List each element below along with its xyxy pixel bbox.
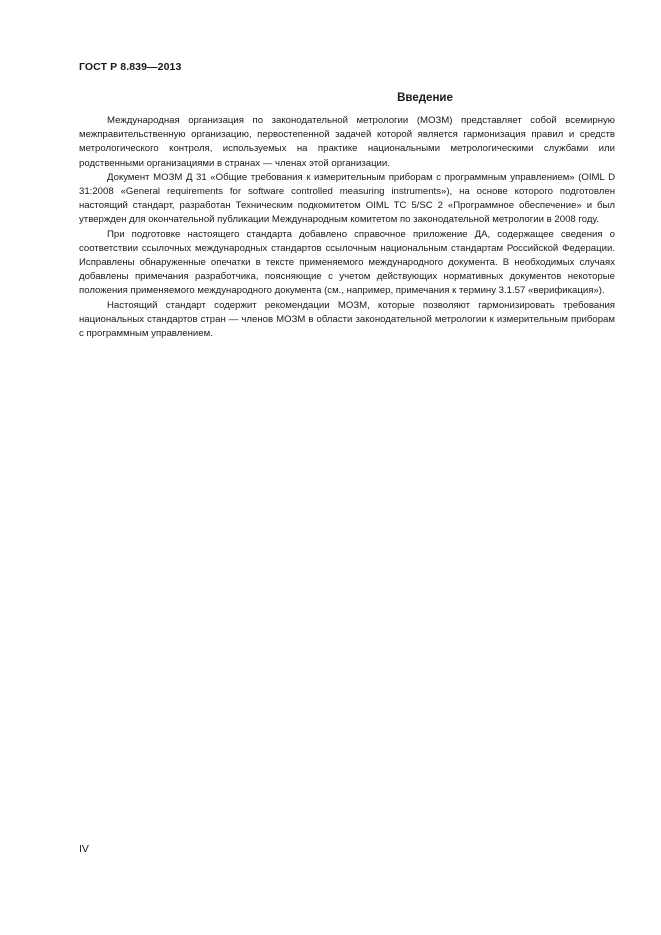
paragraph-4: Настоящий стандарт содержит рекомендации МОЗМ, которые позволяют гармонизировать требования национальных стандартов стран — членов МОЗМ в области законодательной метрологии к измерительным приборам с программным управлением. <box>79 299 615 340</box>
section-title-text: Введение <box>397 92 453 104</box>
page-number: IV <box>79 843 89 855</box>
paragraph-1: Международная организация по законодательной метрологии (МОЗМ) представляет собой всемирную межправительственную организацию, первостепенной задачей которой является гармонизация правил и средств метрологического контроля, используемых на практике национальными метрологическими службами или родственными организациями в странах — членах этой организации. <box>79 115 615 169</box>
standard-code: ГОСТ Р 8.839—2013 <box>79 61 182 73</box>
section-title <box>79 92 615 104</box>
section-body <box>79 114 615 341</box>
paragraph-3: При подготовке настоящего стандарта добавлено справочное приложение ДА, содержащее сведения о соответствии ссылочных международных стандартов ссылочным национальным стандартам Российской Федерации. Исправлены обнаруженные опечатки в тексте применяемого международного документа. В необходимых случаях добавлены примечания разработчика, поясняющие с учетом действующих нормативных документов некоторые положения применяемого международного документа (см., например, примечания к термину 3.1.57 «верификация»). <box>79 228 615 297</box>
paragraph-2: Документ МОЗМ Д 31 «Общие требования к измерительным приборам с программным управлением» (OIML D 31:2008 «General requirements for software controlled measuring instruments»), на основе которого подготовлен настоящий стандарт, разработан Техническим подкомитетом OIML TC 5/SC 2 «Программное обеспечение» и был утвержден для окончательной публикации Международным комитетом по законодательной метрологии в 2008 году. <box>79 171 615 226</box>
